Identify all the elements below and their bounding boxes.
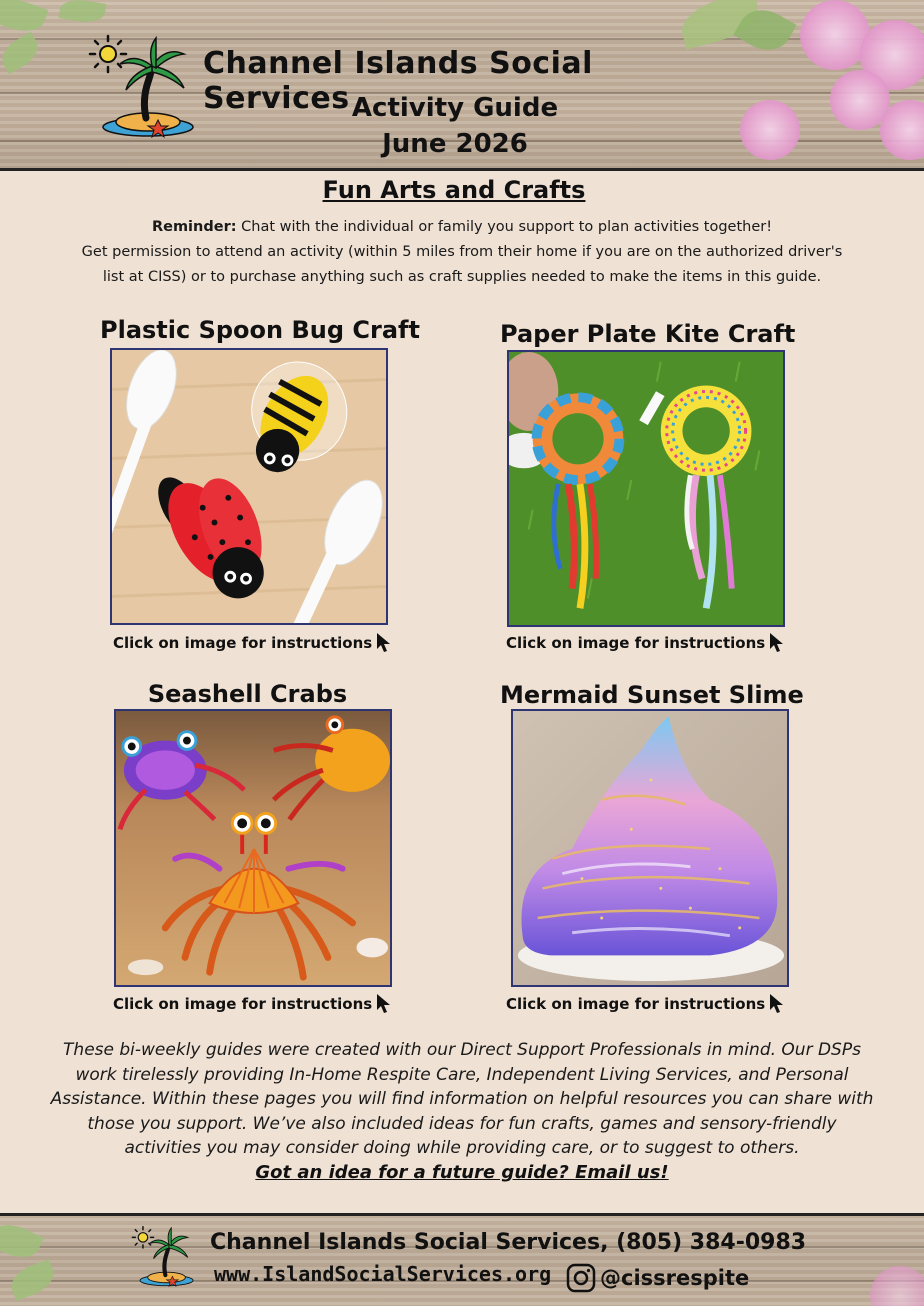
intro-line: those you support. We’ve also included ideas for fun crafts, games and sensory-friendly <box>87 1113 837 1134</box>
reminder-label: Reminder: <box>151 219 237 235</box>
intro-line: These bi-weekly guides were created with our Direct Support Professionals in mind. Our DSPs <box>63 1040 861 1060</box>
flower-decoration <box>870 1266 924 1306</box>
craft-image-mermaid-slime[interactable] <box>511 709 789 987</box>
craft-title: Seashell Crabs <box>147 680 348 708</box>
craft-image-paper-plate-kites[interactable] <box>507 350 785 627</box>
guide-title: Activity Guide <box>351 93 559 123</box>
craft-image-seashell-crabs[interactable] <box>114 709 392 987</box>
intro-paragraph <box>30 1038 894 1161</box>
leaf-decoration <box>58 0 106 26</box>
intro-line: activities you may consider doing while providing care, or to suggest to others. <box>124 1138 800 1159</box>
leaf-decoration <box>7 1259 59 1301</box>
instructions-link[interactable] <box>506 993 786 1015</box>
footer-contact: Channel Islands Social Services, (805) 384-0983 <box>210 1230 807 1255</box>
instagram-icon <box>566 1263 596 1293</box>
mouse-pointer-icon <box>768 632 786 654</box>
instructions-link[interactable] <box>113 993 393 1015</box>
instructions-link[interactable] <box>113 632 393 654</box>
guide-date: June 2026 <box>382 129 528 159</box>
instagram-link[interactable] <box>566 1263 749 1293</box>
instructions-link-text: Click on image for instructions <box>506 634 766 652</box>
palm-island-sun-logo <box>86 30 198 148</box>
craft-image-spoon-bugs[interactable] <box>110 348 388 625</box>
permission-line: Get permission to attend an activity (within 5 miles from their home if you are on the authorized driver's <box>81 244 843 260</box>
palm-island-sun-logo <box>130 1222 196 1294</box>
intro-line: work tirelessly providing In-Home Respite Care, Independent Living Services, and Personal <box>75 1064 849 1085</box>
flower-decoration <box>740 100 800 160</box>
org-title: Channel Islands Social Services <box>203 46 593 116</box>
section-title: Fun Arts and Crafts <box>322 176 586 204</box>
instagram-handle: @cissrespite <box>600 1266 750 1290</box>
mouse-pointer-icon <box>768 993 786 1015</box>
website-link[interactable]: www.IslandSocialServices.org <box>214 1262 552 1286</box>
craft-title: Plastic Spoon Bug Craft <box>100 316 420 344</box>
reminder-text <box>30 215 894 290</box>
email-us-link[interactable]: Got an idea for a future guide? Email us! <box>255 1162 669 1183</box>
reminder-body: Chat with the individual or family you support to plan activities together! <box>236 219 773 235</box>
instructions-link[interactable] <box>506 632 786 654</box>
craft-title: Paper Plate Kite Craft <box>500 320 796 348</box>
mouse-pointer-icon <box>375 993 393 1015</box>
craft-title: Mermaid Sunset Slime <box>500 681 804 709</box>
instructions-link-text: Click on image for instructions <box>113 634 373 652</box>
leaf-decoration <box>0 0 48 39</box>
intro-line: Assistance. Within these pages you will find information on helpful resources you can share with <box>50 1089 874 1110</box>
permission-line: list at CISS) or to purchase anything such as craft supplies needed to make the items in this guide. <box>102 269 822 285</box>
mouse-pointer-icon <box>375 632 393 654</box>
footer-banner <box>0 1213 924 1306</box>
leaf-decoration <box>0 1217 44 1265</box>
header-banner <box>0 0 924 171</box>
instructions-link-text: Click on image for instructions <box>113 995 373 1013</box>
instructions-link-text: Click on image for instructions <box>506 995 766 1013</box>
